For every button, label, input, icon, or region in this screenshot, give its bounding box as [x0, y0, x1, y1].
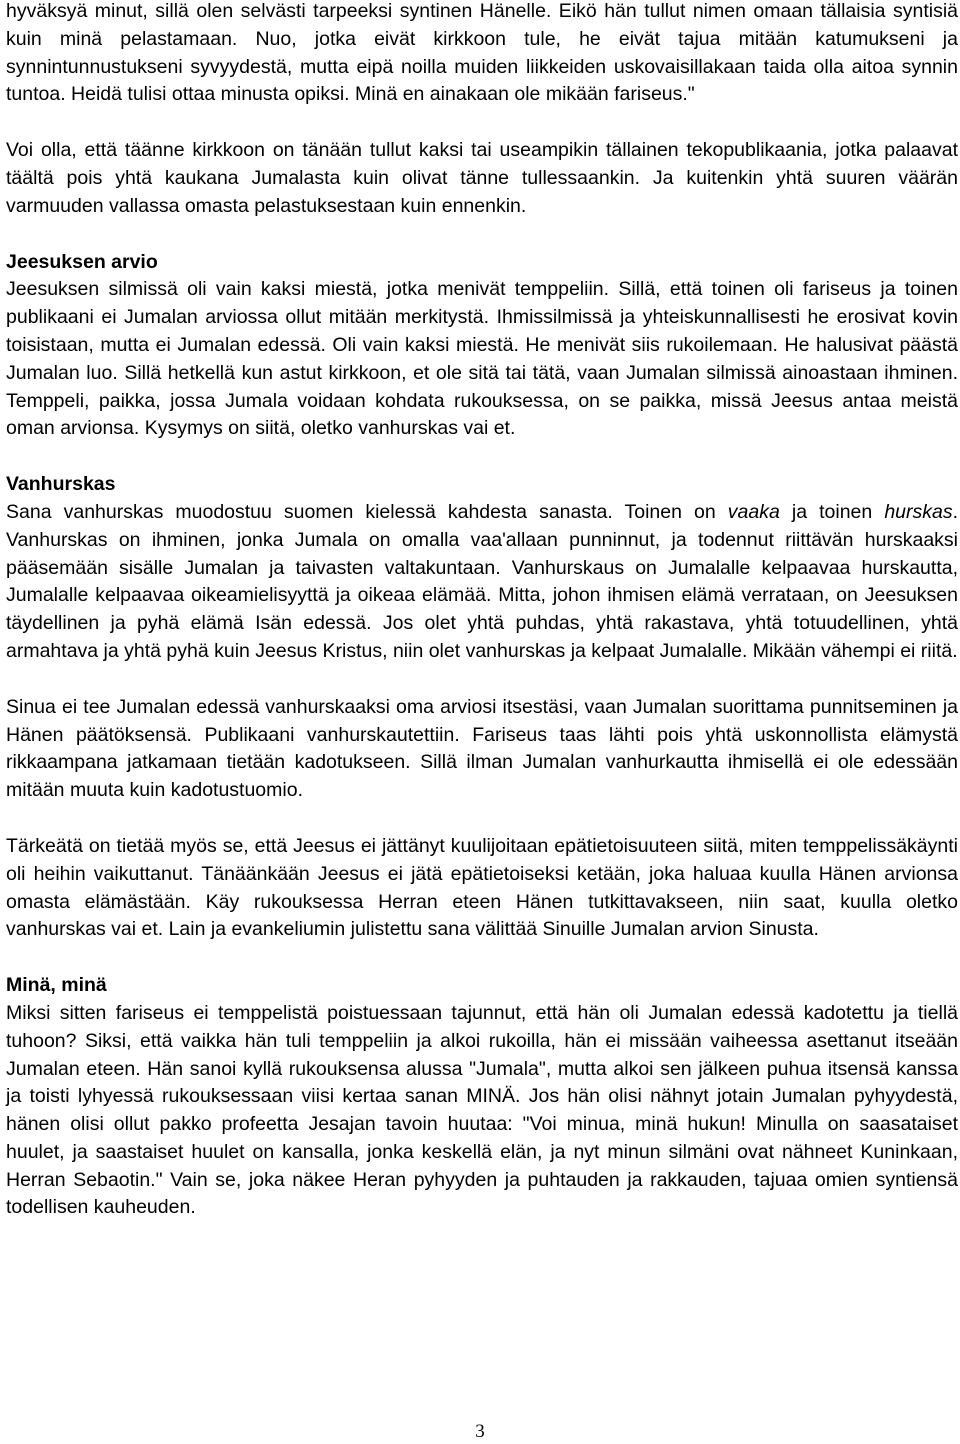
- heading-righteous: Vanhurskas: [6, 473, 116, 496]
- paragraph-pharisee-quote: hyväksyä minut, sillä olen selvästi tarpeeksi syntinen Hänelle. Eikö hän tullut nimen omaan tällaisia syntisiä kuin minä pelastamaan. Nuo, jotka eivät kirkkoon tule, he eivät tajua mitään katumukseni ja synnintunnustukseni syvyydestä, mutta eipä noilla muiden liikkeiden uskovaisillakaan taida olla aitoa synnin tuntoa. Heidä tulisi ottaa minusta opiksi. Minä en ainakaan ole mikään fariseus.": [6, 0, 958, 106]
- paragraph-important: Tärkeätä on tietää myös se, että Jeesus ei jättänyt kuulijoitaan epätietoisuuteen siitä, miten temppelissäkäynti oli heihin vaikuttanut. Tänäänkään Jeesus ei jätä epätietoiseksi ketään, joka haluaa kuulla Hänen arvionsa omasta elämästään. Käy rukouksessa Herran eteen Hänen tutkittavakseen, niin saat, kuulla oletko vanhurskas vai et. Lain ja evankeliumin julistettu sana välittää Sinuille Jumalan arvion Sinusta.: [6, 834, 958, 941]
- paragraph-righteous: [6, 499, 958, 666]
- paragraph-me-me: Miksi sitten fariseus ei temppelistä poistuessaan tajunnut, että hän oli Jumalan edessä kadotettu ja tiellä tuhoon? Siksi, että vaikka hän tuli temppeliin ja alkoi rukoilla, hän ei missään vaiheessa asettanut itseään Jumalan eteen. Hän sanoi kyllä rukouksensa alussa "Jumala", mutta alkoi sen jälkeen puhua itsensä kanssa ja toisti lyhyessä rukouksessaan viisi kertaa sanan MINÄ. Jos hän olisi nähnyt jotain Jumalan pyhyydestä, hänen olisi ollut pakko profeetta Jesajan tavoin huutaa: "Voi minua, minä hukun! Minulla on saasataiset huulet, ja saastaiset huulet on kansalla, jonka keskellä elän, ja nyt minun silmäni ovat nähneet Kuninkaan, Herran Sebaotin." Vain se, joka näkee Heran pyhyyden ja puhtauden ja rakkauden, tajuaa omien syntiensä todellisen kauheuden.: [6, 1001, 958, 1219]
- paragraph-righteous-text-a: Sana vanhurskas muodostuu suomen kielessä kahdesta sanasta. Toinen on: [6, 500, 728, 523]
- paragraph-tax-collectors: Voi olla, että täänne kirkkoon on tänään tullut kaksi tai useampikin tällainen tekopublikaania, jotka palaavat täältä pois yhtä kaukana Jumalasta kuin olivat tänne tullessaankin. Ja kuitenkin yhtä suuren väärän varmuuden vallassa omasta pelastuksestaan kuin ennenkin.: [6, 139, 958, 217]
- paragraph-righteous-text-c: . Vanhurskas on ihminen, jonka Jumala on omalla vaa'allaan punninnut, ja todennut riittävän hurskaaksi pääsemään sisälle Jumalan ja taivasten valtakuntaan. Vanhurskaus on Jumalalle kelpaavaa hurskautta, Jumalalle kelpaavaa oikeamielisyyttä ja oikeaa elämää. Mitta, johon ihmisen elämä verrataan, on Jeesuksen täydellinen ja pyhä elämä Isän edessä. Jos olet yhtä puhdas, yhtä rakastava, yhtä totuudellinen, yhtä armahtava ja yhtä pyhä kuin Jeesus Kristus, niin olet vanhurskas ja kelpaat Jumalalle. Mikään vähempi ei riitä.: [6, 500, 959, 662]
- paragraph-righteous-text-b: ja toinen: [779, 500, 885, 523]
- heading-me-me: Minä, minä: [6, 974, 107, 997]
- page-number: 3: [475, 1421, 485, 1442]
- document-page: [6, 0, 958, 1222]
- italic-word-vaaka: vaaka: [727, 500, 780, 523]
- paragraph-gods-judgment: Sinua ei tee Jumalan edessä vanhurskaaksi oma arviosi itsestäsi, vaan Jumalan suorittama punnitseminen ja Hänen päätöksensä. Publikaani vanhurskautettiin. Fariseus taas lähti pois yhtä uskonnollista elämystä rikkaampana jatkamaan tietään kadotukseen. Sillä ilman Jumalan vanhurkautta ihmisellä ei ole edessään mitään muuta kuin kadotustuomio.: [6, 695, 958, 802]
- heading-jesus-assessment: Jeesuksen arvio: [6, 250, 158, 273]
- paragraph-jesus-assessment: Jeesuksen silmissä oli vain kaksi miestä, jotka menivät temppeliin. Sillä, että toinen oli fariseus ja toinen publikaani ei Jumalan arviossa ollut mitään merkitystä. Ihmissilmissä ja yhteiskunnallisesti he erosivat kovin toisistaan, mutta ei Jumalan edessä. Oli vain kaksi miestä. He menivät siis rukoilemaan. He halusivat päästä Jumalan luo. Sillä hetkellä kun astut kirkkoon, et ole sitä tai tätä, vaan Jumalan silmissä ainoastaan ihminen. Temppeli, paikka, jossa Jumala voidaan kohdata rukouksessa, on se paikka, missä Jeesus antaa meistä oman arvionsa. Kysymys on siitä, oletko vanhurskas vai et.: [6, 278, 958, 440]
- italic-word-hurskas: hurskas: [884, 500, 953, 523]
